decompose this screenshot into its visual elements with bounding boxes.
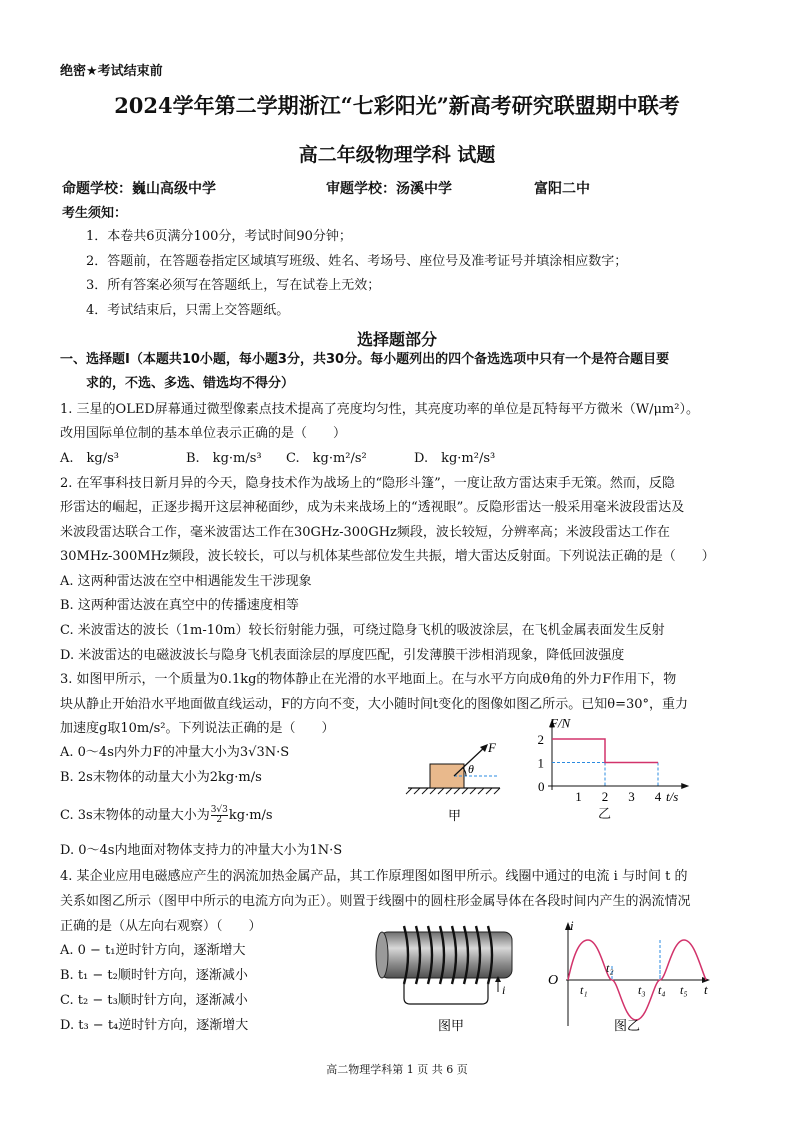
q1-option-a: A. kg/s³ [60,451,119,466]
origin-label: O [548,973,559,988]
q4-stem-cont: 关系如图乙所示（图甲中所示的电流方向为正）。则置于线圈中的圆柱形金属导体在各段时间内产生的涡流情况 [60,894,691,909]
q4-figure-yi [544,918,714,1038]
q4-stem-cont: 正确的是（从左向右观察）（ ） [60,919,262,934]
q3-option-a: A. 0～4s内外力F的冲量大小为3√3N·S [60,745,290,760]
q4-figure-jia [368,920,528,1038]
block [430,764,464,788]
part1-instructions: 一、选择题Ⅰ（本题共10小题，每小题3分，共30分。每小题列出的四个备选选项中只有一个是符合题目要 [60,352,670,367]
notice-item: 2．答题前，在答题卷指定区域填写班级、姓名、考场号、座位号及准考证号并填涂相应数字； [86,254,628,269]
force-label: F [488,740,496,755]
proposer-school: 命题学校：巍山高级中学 [62,181,216,197]
exam-title: 2024学年第二学期浙江“七彩阳光”新高考研究联盟期中联考 [114,93,680,118]
q3-option-c-text: C. 3s末物体的动量大小为 [60,808,210,823]
t2-label: t₂ [606,961,614,975]
q3-stem-cont: 加速度g取10m/s²。下列说法正确的是（ ） [60,721,335,736]
q3-figure-jia [400,730,510,830]
q3-stem: 3. 如图甲所示，一个质量为0.1kg的物体静止在光滑的水平地面上。在与水平方向成θ角的外力F作用下，物 [60,672,677,687]
x-tick-label: 1 [575,789,582,804]
q2-option-c: C. 米波雷达的波长（1m-10m）较长衍射能力强，可绕过隐身飞机的吸波涂层，在飞机金属表面发生反射 [60,623,665,638]
t5-label: t₅ [680,983,688,997]
ground-hatch [406,788,500,794]
q3-option-d: D. 0～4s内地面对物体支持力的冲量大小为1N·S [60,843,343,858]
exam-subtitle: 高二年级物理学科 试题 [298,144,496,166]
q1-option-b: B. kg·m/s³ [186,451,262,466]
q2-stem-cont: 形雷达的崛起，正逐步揭开这层神秘面纱，成为未来战场上的“透视眼”。反隐形雷达一般采用毫米波段雷达及 [60,500,685,515]
reviewer-school-2: 富阳二中 [534,181,590,197]
x-axis-arrow [681,783,689,789]
i-axis-label: i [570,918,574,933]
q2-stem-cont: 30MHz-300MHz频段，波长较长，可以与机体某些部位发生共振，增大雷达反射面。下列说法正确的是（ ） [60,549,715,564]
fig-jia-caption: 甲 [448,808,462,823]
x-axis-label: t/s [666,789,679,804]
part1-instructions-cont: 求的，不选、多选、错选均不得分） [86,376,295,391]
q1-stem-cont: 改用国际单位制的基本单位表示正确的是（ ） [60,426,347,441]
q1-option-c: C. kg·m²/s² [286,451,367,466]
x-tick-label: 2 [601,789,609,804]
y-tick-label: 2 [537,732,544,747]
q2-stem: 2. 在军事科技日新月异的今天，隐身技术作为战场上的“隐形斗篷”，一度让敌方雷达束手无策。然而，反隐 [60,476,675,491]
coil-leads [404,984,488,1004]
q3-option-b: B. 2s末物体的动量大小为2kg·m/s [60,770,262,785]
fig-yi-caption: 图乙 [614,1018,641,1033]
q2-option-b: B. 这两种雷达波在真空中的传播速度相等 [60,598,299,613]
q3-stem-cont: 块从静止开始沿水平地面做直线运动，F的方向不变，大小随时间t变化的图像如图乙所示。已知θ=30°，重力 [60,697,689,712]
section-title: 选择题部分 [356,330,437,349]
current-label: i [502,983,506,997]
q4-option-d: D. t₃ − t₄逆时针方向，逐渐增大 [60,1018,249,1033]
confidential-mark: 绝密★考试结束前 [60,64,163,79]
origin-label: 0 [538,779,545,794]
reviewer-school: 审题学校：汤溪中学 [326,181,452,197]
q3-option-c [60,806,273,825]
y-tick-label: 1 [537,755,544,771]
q2-option-a: A. 这两种雷达波在空中相遇能发生干涉现象 [60,574,312,589]
t4-label: t₄ [658,983,666,997]
fraction-numerator: 3√3 [210,805,228,815]
q4-option-b: B. t₁ − t₂顺时针方向，逐渐减小 [60,968,248,983]
q2-stem-cont: 米波段雷达联合工作，毫米波雷达工作在30GHz-300GHz频段，波长较短，分辨率高；米波段雷达工作在 [60,525,670,540]
angle-label: θ [468,762,474,776]
notice-item: 1．本卷共6页满分100分，考试时间90分钟； [86,229,352,244]
fig-jia-caption: 图甲 [438,1018,465,1033]
q4-option-a: A. 0 − t₁逆时针方向，逐渐增大 [60,943,246,958]
page-footer: 高二物理学科第 1 页 共 6 页 [326,1063,468,1076]
q3-figure-yi-chart [528,716,698,828]
q3-option-c-fraction [211,806,228,825]
notice-item: 3．所有答案必须写在答题纸上，写在试卷上无效； [86,278,381,293]
q1-option-d: D. kg·m²/s³ [414,451,496,466]
fraction-denominator: 2 [216,815,223,825]
t1-label: t₁ [580,983,588,997]
q3-option-c-unit: kg·m/s [228,808,273,823]
y-axis-label: F/N [550,716,571,731]
q4-stem: 4. 某企业应用电磁感应产生的涡流加热金属产品，其工作原理图如图甲所示。线圈中通过的电流 i 与时间 t 的 [60,869,688,884]
x-tick-label: 3 [628,789,635,804]
q2-option-d: D. 米波雷达的电磁波波长与隐身飞机表面涂层的厚度匹配，引发薄膜干涉相消现象，降低回波强度 [60,648,625,663]
notice-title: 考生须知： [62,206,128,221]
x-tick-label: 4 [654,789,662,804]
q4-option-c: C. t₂ − t₃顺时针方向，逐渐减小 [60,993,248,1008]
fig-yi-caption: 乙 [598,807,612,822]
t-axis-label: t [704,982,708,997]
force-series-line [552,739,658,763]
t3-label: t₃ [638,983,646,997]
notice-item: 4．考试结束后，只需上交答题纸。 [86,303,290,318]
q1-stem: 1. 三星的OLED屏幕通过微型像素点技术提高了亮度均匀性，其亮度功率的单位是瓦特每平方微米（W/μm²）。 [60,402,699,417]
cylinder-end [376,932,388,978]
